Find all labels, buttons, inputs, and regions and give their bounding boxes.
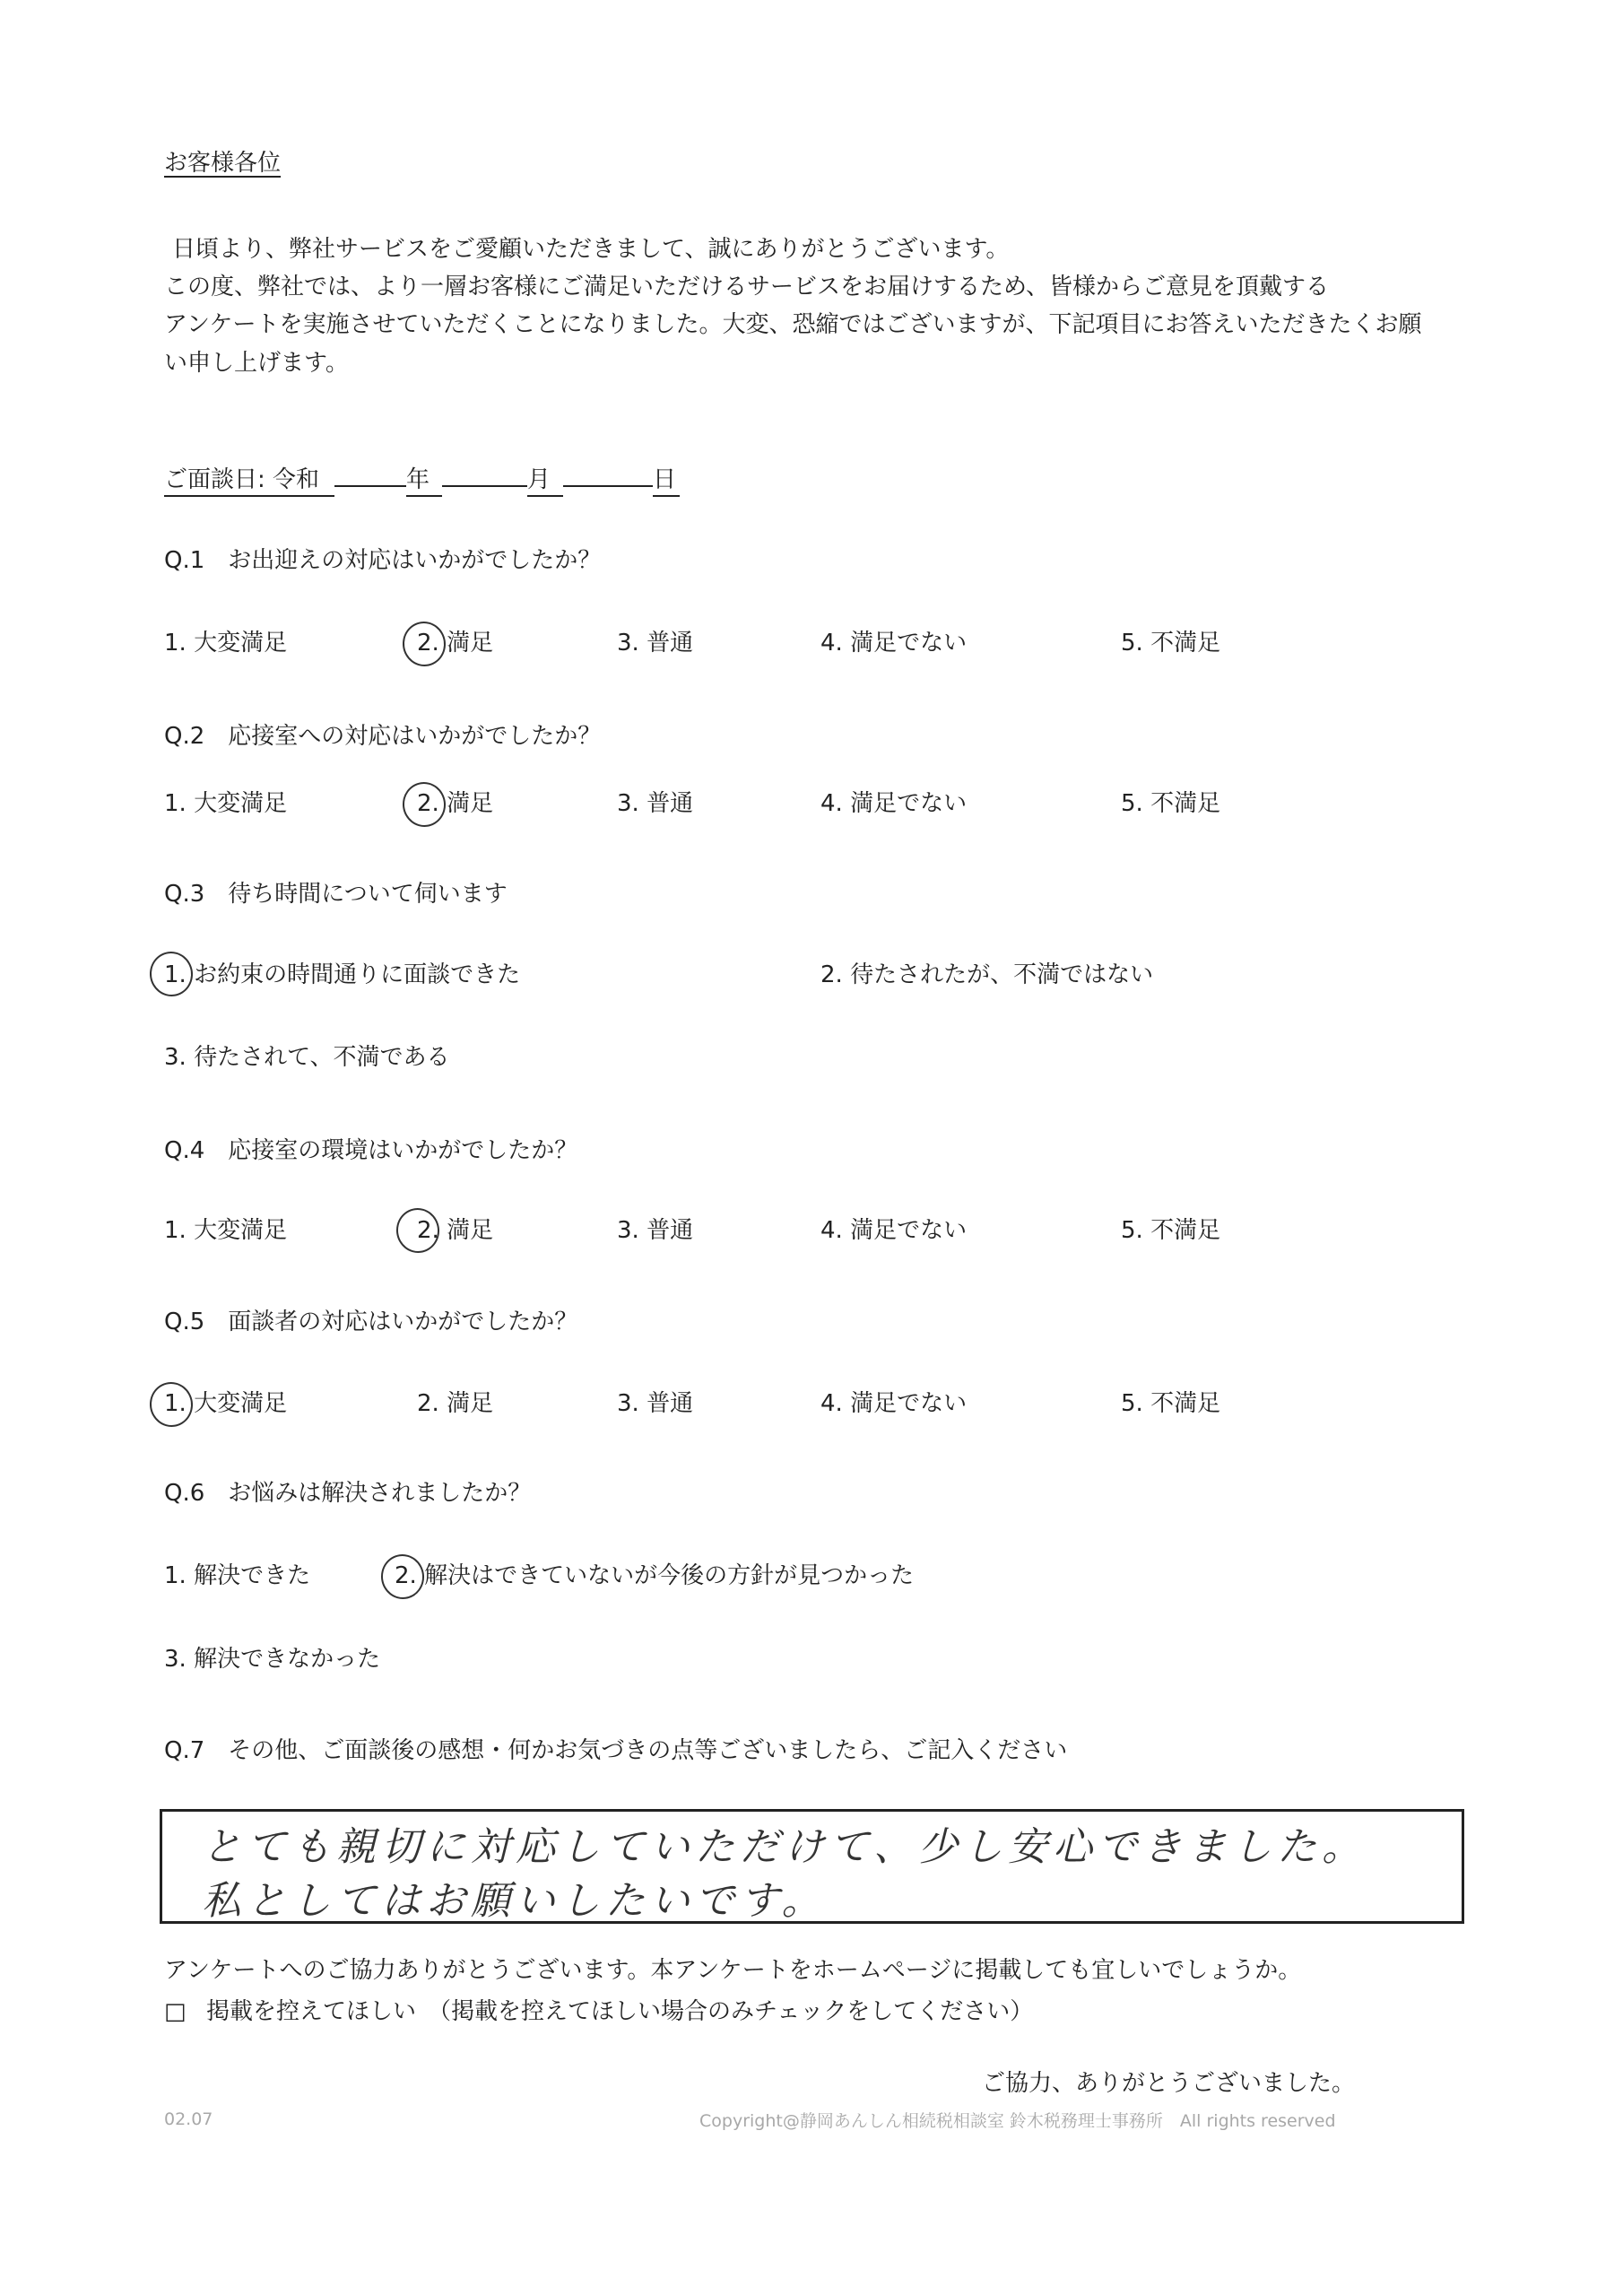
q6-selection-circle — [378, 1552, 427, 1602]
q3-option-2[interactable]: 2. 待たされたが、不満ではない — [820, 961, 1154, 988]
homepage-question: アンケートへのご協力ありがとうございます。本アンケートをホームページに掲載しても宜しいでしょうか。 — [164, 1957, 1302, 1984]
q5-option-2[interactable]: 2. 満足 — [417, 1390, 494, 1417]
q4-option-3[interactable]: 3. 普通 — [617, 1217, 694, 1244]
meeting-date-label: ご面談日: 令和 — [164, 465, 334, 497]
q4-question: Q.4 応接室の環境はいかがでしたか？ — [164, 1137, 578, 1164]
q2-option-1[interactable]: 1. 大変満足 — [164, 790, 288, 817]
q1-option-3[interactable]: 3. 普通 — [617, 630, 694, 657]
q6-option-3[interactable]: 3. 解決できなかった — [164, 1646, 381, 1673]
q1-option-5[interactable]: 5. 不満足 — [1121, 630, 1221, 657]
q3-question: Q.3 待ち時間について伺います — [164, 881, 508, 908]
q1-option-2[interactable]: 2. 満足 — [417, 630, 494, 657]
intro-line-2: この度、弊社では、より一層お客様にご満足いただけるサービスをお届けするため、皆様からご意見を頂戴する — [164, 274, 1329, 300]
q1-option-1[interactable]: 1. 大変満足 — [164, 630, 288, 657]
q1-question: Q.1 お出迎えの対応はいかがでしたか？ — [164, 547, 602, 574]
meeting-date-day: 日 — [653, 465, 680, 497]
q1-option-4[interactable]: 4. 満足でない — [820, 630, 968, 657]
q5-option-5[interactable]: 5. 不満足 — [1121, 1390, 1221, 1417]
copyright: Copyright@静岡あんしん相続税相談室 鈴木税務理士事務所 All rights reserved — [699, 2111, 1336, 2131]
q6-question: Q.6 お悩みは解決されましたか？ — [164, 1480, 532, 1507]
q5-option-1[interactable]: 1. 大変満足 — [164, 1390, 288, 1417]
salutation: お客様各位 — [164, 150, 282, 177]
intro-line-3: アンケートを実施させていただくことになりました。大変、恐縮ではございますが、下記項目にお答えいただきたくお願 — [164, 311, 1422, 338]
q2-question: Q.2 応接室への対応はいかがでしたか？ — [164, 723, 602, 750]
q6-option-1[interactable]: 1. 解決できた — [164, 1562, 311, 1589]
no-publish-label: 掲載を控えてほしい （掲載を控えてほしい場合のみチェックをしてください） — [206, 1998, 1034, 2025]
q2-option-2[interactable]: 2. 満足 — [417, 790, 494, 817]
q5-option-4[interactable]: 4. 満足でない — [820, 1390, 968, 1417]
q4-selection-circle — [394, 1205, 442, 1256]
q2-selection-circle — [400, 779, 448, 830]
q4-option-1[interactable]: 1. 大変満足 — [164, 1217, 288, 1244]
comment-handwritten-line-2: 私としてはお願いしたいです。 — [202, 1878, 827, 1924]
meeting-date-year: 年 — [406, 465, 442, 497]
closing-thanks: ご協力、ありがとうございました。 — [982, 2070, 1356, 2097]
meeting-date-month: 月 — [527, 465, 563, 497]
q3-option-1[interactable]: 1. お約束の時間通りに面談できた — [164, 961, 521, 988]
q5-option-3[interactable]: 3. 普通 — [617, 1390, 694, 1417]
comment-handwritten-line-1: とても親切に対応していただけて、少し安心できました。 — [202, 1824, 1367, 1870]
q4-option-4[interactable]: 4. 満足でない — [820, 1217, 968, 1244]
q5-selection-circle — [147, 1379, 195, 1430]
q3-selection-circle — [147, 949, 195, 999]
q2-option-3[interactable]: 3. 普通 — [617, 790, 694, 817]
q5-question: Q.5 面談者の対応はいかがでしたか？ — [164, 1309, 578, 1335]
q4-option-5[interactable]: 5. 不満足 — [1121, 1217, 1221, 1244]
q6-option-2[interactable]: 2. 解決はできていないが今後の方針が見つかった — [395, 1562, 915, 1589]
q2-option-5[interactable]: 5. 不満足 — [1121, 790, 1221, 817]
q2-option-4[interactable]: 4. 満足でない — [820, 790, 968, 817]
meeting-date — [164, 465, 680, 497]
form-code: 02.07 — [164, 2109, 213, 2129]
q4-option-2[interactable]: 2. 満足 — [417, 1217, 494, 1244]
intro-line-4: い申し上げます。 — [164, 350, 349, 377]
intro-line-1: 日頃より、弊社サービスをご愛顧いただきまして、誠にありがとうございます。 — [172, 236, 1010, 263]
q1-selection-circle — [400, 619, 448, 669]
q3-option-3[interactable]: 3. 待たされて、不満である — [164, 1044, 450, 1071]
q7-question: Q.7 その他、ご面談後の感想・何かお気づきの点等ございましたら、ご記入ください — [164, 1737, 1068, 1764]
no-publish-checkbox[interactable]: □ — [164, 1998, 187, 2025]
